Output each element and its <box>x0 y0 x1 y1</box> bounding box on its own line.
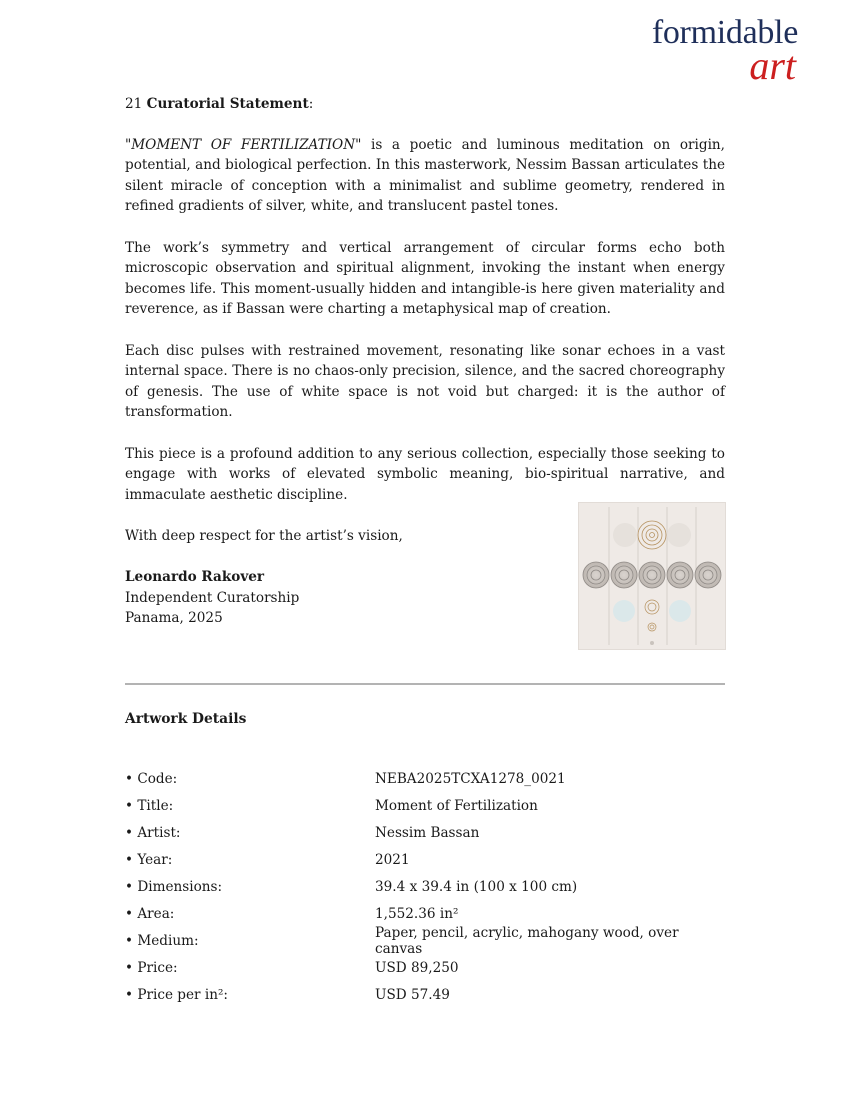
detail-value: 39.4 x 39.4 in (100 x 100 cm) <box>375 878 578 895</box>
detail-value: USD 57.49 <box>375 986 450 1003</box>
detail-value: Moment of Fertilization <box>375 797 538 814</box>
detail-row-year <box>125 846 725 873</box>
detail-label: • Title: <box>125 797 174 814</box>
detail-value: 2021 <box>375 851 410 868</box>
statement-heading <box>125 94 725 115</box>
detail-value: Nessim Bassan <box>375 824 480 841</box>
artwork-title-quote: "MOMENT OF FERTILIZATION" <box>125 136 362 153</box>
detail-label: • Price per in²: <box>125 986 229 1003</box>
section-divider <box>125 683 725 685</box>
detail-row-price-per-area <box>125 981 725 1008</box>
artwork-details-list <box>125 765 725 1008</box>
statement-paragraph <box>125 341 725 423</box>
statement-paragraph <box>125 135 725 217</box>
paragraph-text: Each disc pulses with restrained movement, resonating like sonar echoes in a vast internal space. There is no chaos-only precision, silence, and the sacred choreography of genesis. The use of white space is not void but charged: it is the author of transformation. <box>125 342 725 421</box>
detail-value: Paper, pencil, acrylic, mahogany wood, over canvas <box>375 924 679 957</box>
paragraph-text: is a poetic and luminous meditation on origin, potential, and biological perfection. In this masterwork, Nessim Bassan articulates the silent miracle of conception with a minimalist and sublime geometry, rendered in refined gradients of silver, white, and translucent pastel tones. <box>125 136 725 215</box>
curator-place-date: Panama, 2025 <box>125 610 223 627</box>
artwork-image <box>579 503 725 649</box>
detail-label: • Price: <box>125 959 178 976</box>
curator-role: Independent Curatorship <box>125 589 300 606</box>
details-heading: Artwork Details <box>125 711 247 727</box>
detail-row-code <box>125 765 725 792</box>
detail-label: • Area: <box>125 905 175 922</box>
detail-value: USD 89,250 <box>375 959 459 976</box>
statement-number: 21 <box>125 96 143 112</box>
detail-row-dimensions <box>125 873 725 900</box>
brand-logo <box>652 16 798 86</box>
detail-value: 1,552.36 in² <box>375 905 459 922</box>
statement-colon: : <box>308 96 314 112</box>
detail-row-price <box>125 954 725 981</box>
detail-label: • Medium: <box>125 932 199 949</box>
detail-row-area <box>125 900 725 927</box>
paragraph-text: The work’s symmetry and vertical arrangement of circular forms echo both microscopic observation and spiritual alignment, invoking the instant when energy becomes life. This moment-usually hidden and intangible-is here given materiality and reverence, as if Bassan were charting a metaphysical map of creation. <box>125 239 725 318</box>
brand-accent: art <box>749 43 796 88</box>
paragraph-text: This piece is a profound addition to any serious collection, especially those seeking to engage with works of elevated symbolic meaning, bio-spiritual narrative, and immaculate aesthetic discipline. <box>125 445 725 503</box>
detail-value: NEBA2025TCXA1278_0021 <box>375 770 566 787</box>
statement-paragraph <box>125 444 725 506</box>
detail-row-artist <box>125 819 725 846</box>
statement-paragraph <box>125 238 725 320</box>
detail-label: • Code: <box>125 770 178 787</box>
detail-label: • Artist: <box>125 824 181 841</box>
artwork-thumbnail <box>578 502 726 650</box>
detail-label: • Dimensions: <box>125 878 223 895</box>
detail-row-title <box>125 792 725 819</box>
statement-title: Curatorial Statement <box>146 96 309 112</box>
detail-row-medium <box>125 924 725 957</box>
curator-name: Leonardo Rakover <box>125 569 265 586</box>
closing-line: With deep respect for the artist’s vision, <box>125 527 403 544</box>
detail-label: • Year: <box>125 851 173 868</box>
brand-wordmark: formidable <box>651 14 798 51</box>
